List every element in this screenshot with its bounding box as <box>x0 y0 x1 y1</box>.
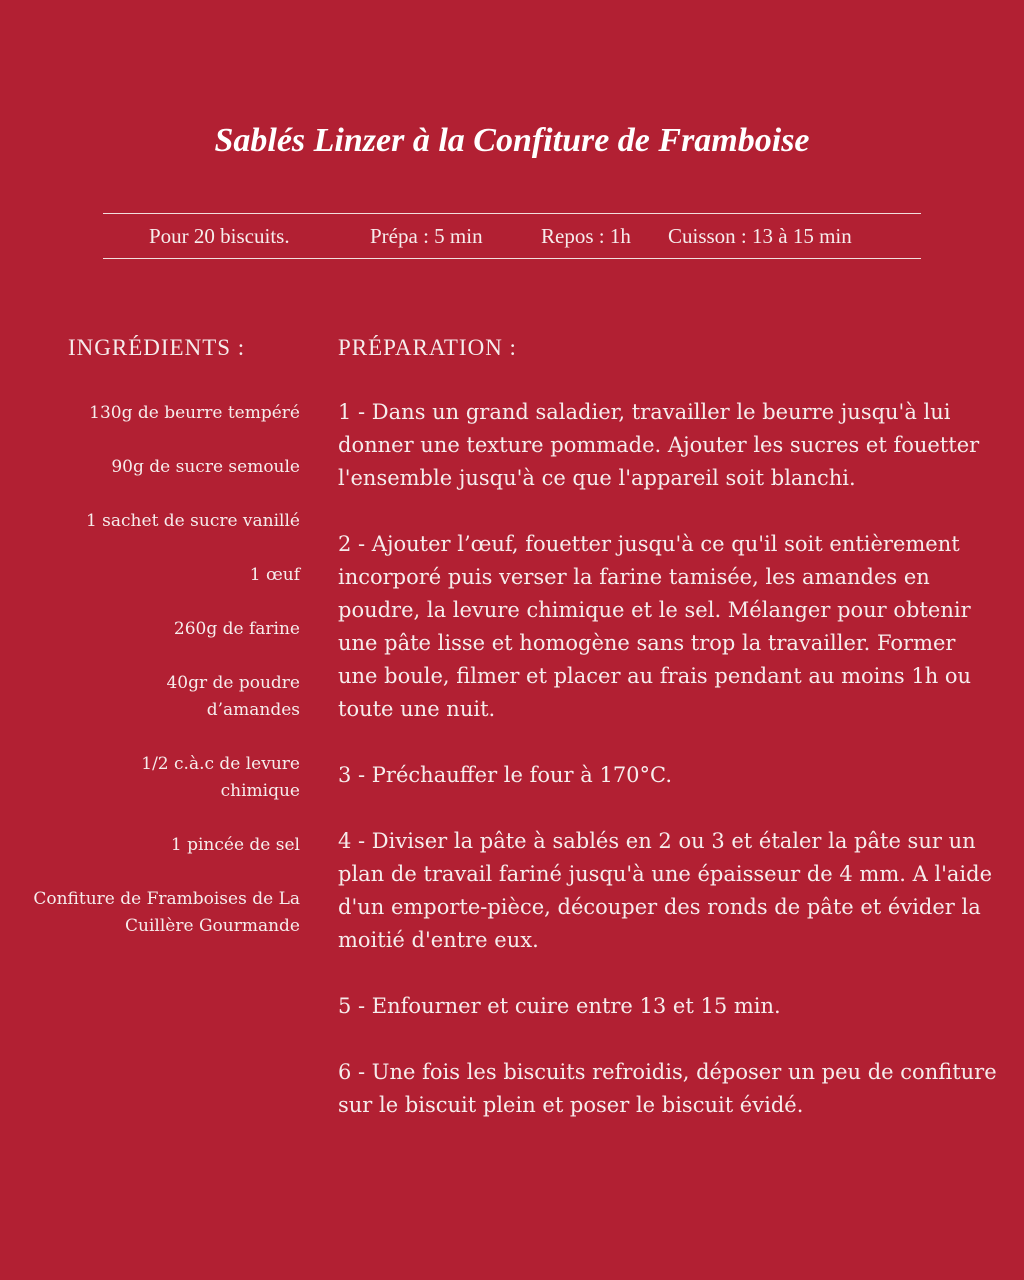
ingredient-item: Confiture de Framboises de La Cuillère Gourmande <box>33 889 300 936</box>
rest-time: Repos : 1h <box>541 224 631 248</box>
ingredient-item: 130g de beurre tempéré <box>89 403 300 423</box>
servings-info: Pour 20 biscuits. <box>149 224 290 248</box>
step-item: 3 - Préchauffer le four à 170°C. <box>338 763 673 787</box>
step-item: 2 - Ajouter l’œuf, fouetter jusqu'à ce qu'il soit entièrement incorporé puis verser la farine tamisée, les amandes en poudre, la levure chimique et le sel. Mélanger pour obtenir une pâte lisse et homogène sans trop la travailler. Former une boule, filmer et placer au frais pendant au moins 1h ou toute une nuit. <box>338 532 972 721</box>
cook-time: Cuisson : 13 à 15 min <box>668 224 852 248</box>
prep-time: Prépa : 5 min <box>370 224 483 248</box>
ingredient-item: 1/2 c.à.c de levure chimique <box>141 754 300 801</box>
ingredient-item: 1 sachet de sucre vanillé <box>85 511 300 531</box>
ingredient-item: 40gr de poudre d’amandes <box>166 673 300 720</box>
ingredient-item: 1 pincée de sel <box>170 835 300 855</box>
ingredient-item: 1 œuf <box>249 565 300 585</box>
ingredients-list <box>10 400 300 967</box>
step-item: 6 - Une fois les biscuits refroidis, déposer un peu de confiture sur le biscuit plein et poser le biscuit évidé. <box>338 1060 997 1117</box>
ingredient-item: 90g de sucre semoule <box>111 457 300 477</box>
step-item: 5 - Enfourner et cuire entre 13 et 15 min. <box>338 994 781 1018</box>
recipe-title: Sablés Linzer à la Confiture de Framboise <box>214 122 810 159</box>
preparation-heading: PRÉPARATION : <box>338 335 517 360</box>
bottom-divider <box>103 258 921 259</box>
preparation-steps <box>338 396 998 1155</box>
top-divider <box>103 213 921 214</box>
step-item: 1 - Dans un grand saladier, travailler le beurre jusqu'à lui donner une texture pommade. Ajouter les sucres et fouetter l'ensemble jusqu'à ce que l'appareil soit blanchi. <box>338 400 980 490</box>
ingredient-item: 260g de farine <box>173 619 300 639</box>
ingredients-heading: INGRÉDIENTS : <box>68 335 246 360</box>
step-item: 4 - Diviser la pâte à sablés en 2 ou 3 et étaler la pâte sur un plan de travail fariné jusqu'à une épaisseur de 4 mm. A l'aide d'un emporte-pièce, découper des ronds de pâte et évider la moitié d'entre eux. <box>338 829 993 952</box>
